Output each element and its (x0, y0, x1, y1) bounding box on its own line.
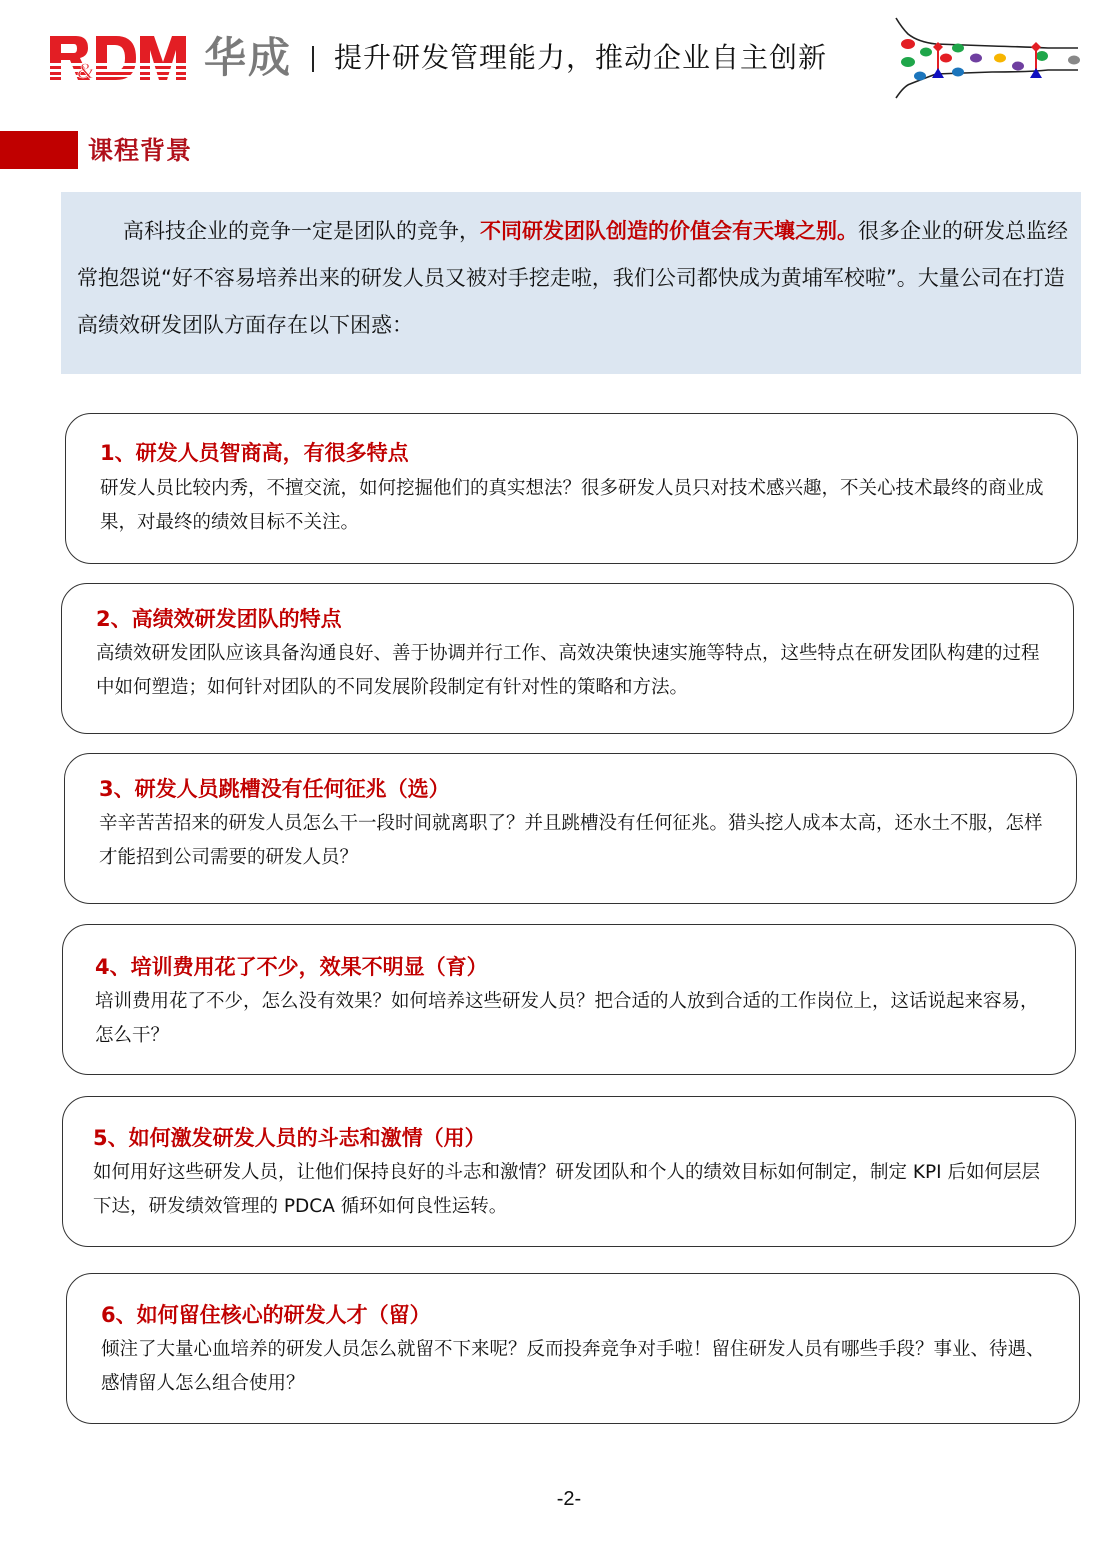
section-title: 课程背景 (88, 136, 193, 165)
rdm-logo-icon (50, 36, 190, 80)
issue-card-5 (62, 1096, 1076, 1247)
issue-title: 1、研发人员智商高，有很多特点 (100, 441, 409, 465)
issue-title: 4、培训费用花了不少，效果不明显（育） (95, 955, 488, 979)
issue-body: 辛辛苦苦招来的研发人员怎么干一段时间就离职了？并且跳槽没有任何征兆。猎头挖人成本太高，还水土不服，怎样才能招到公司需要的研发人员？ (99, 813, 1043, 868)
issue-body: 倾注了大量心血培养的研发人员怎么就留不下来呢？反而投奔竞争对手啦！留住研发人员有哪些手段？事业、待遇、感情留人怎么组合使用？ (101, 1339, 1045, 1394)
brand-name-cn: 华成 (204, 33, 293, 82)
intro-text-part2: 很多企业的研发总监经常抱怨说“好不容易培养出来的研发人员又被对手挖走啦，我们公司都快成为黄埔军校啦”。大量公司在打造高绩效研发团队方面存在以下困惑： (77, 219, 1068, 337)
page-header (0, 0, 1102, 110)
issue-title: 2、高绩效研发团队的特点 (96, 607, 342, 631)
section-heading (0, 131, 400, 169)
issue-title: 6、如何留住核心的研发人才（留） (101, 1303, 431, 1327)
header-divider (312, 46, 314, 72)
issue-body: 高绩效研发团队应该具备沟通良好、善于协调并行工作、高效决策快速实施等特点，这些特点在研发团队构建的过程中如何塑造；如何针对团队的不同发展阶段制定有针对性的策略和方法。 (96, 643, 1040, 698)
issue-body: 如何用好这些研发人员，让他们保持良好的斗志和激情？研发团队和个人的绩效目标如何制定，制定 KPI 后如何层层下达，研发绩效管理的 PDCA 循环如何良性运转。 (93, 1162, 1041, 1217)
issue-title: 5、如何激发研发人员的斗志和激情（用） (93, 1126, 486, 1150)
issue-card-4 (62, 924, 1076, 1075)
page-number: -2- (556, 1488, 582, 1510)
issue-card-2 (61, 583, 1074, 734)
issue-body: 研发人员比较内秀，不擅交流，如何挖掘他们的真实想法？很多研发人员只对技术感兴趣，不关心技术最终的商业成果，对最终的绩效目标不关注。 (100, 478, 1044, 533)
issue-title: 3、研发人员跳槽没有任何征兆（选） (99, 777, 450, 801)
intro-paragraph (61, 192, 1081, 374)
issue-body: 培训费用花了不少，怎么没有效果？如何培养这些研发人员？把合适的人放到合适的工作岗位上，这话说起来容易，怎么干？ (95, 991, 1039, 1046)
header-slogan: 提升研发管理能力，推动企业自主创新 (334, 41, 828, 74)
team-pipeline-graphic-icon (892, 14, 1082, 100)
svg-text:&: & (77, 58, 95, 80)
issue-card-1 (65, 413, 1078, 564)
section-accent-bar (0, 131, 78, 169)
issue-card-6 (66, 1273, 1080, 1424)
issue-card-3 (64, 753, 1077, 904)
intro-highlight: 不同研发团队创造的价值会有天壤之别。 (480, 219, 858, 243)
intro-text-part1: 高科技企业的竞争一定是团队的竞争， (123, 219, 480, 243)
